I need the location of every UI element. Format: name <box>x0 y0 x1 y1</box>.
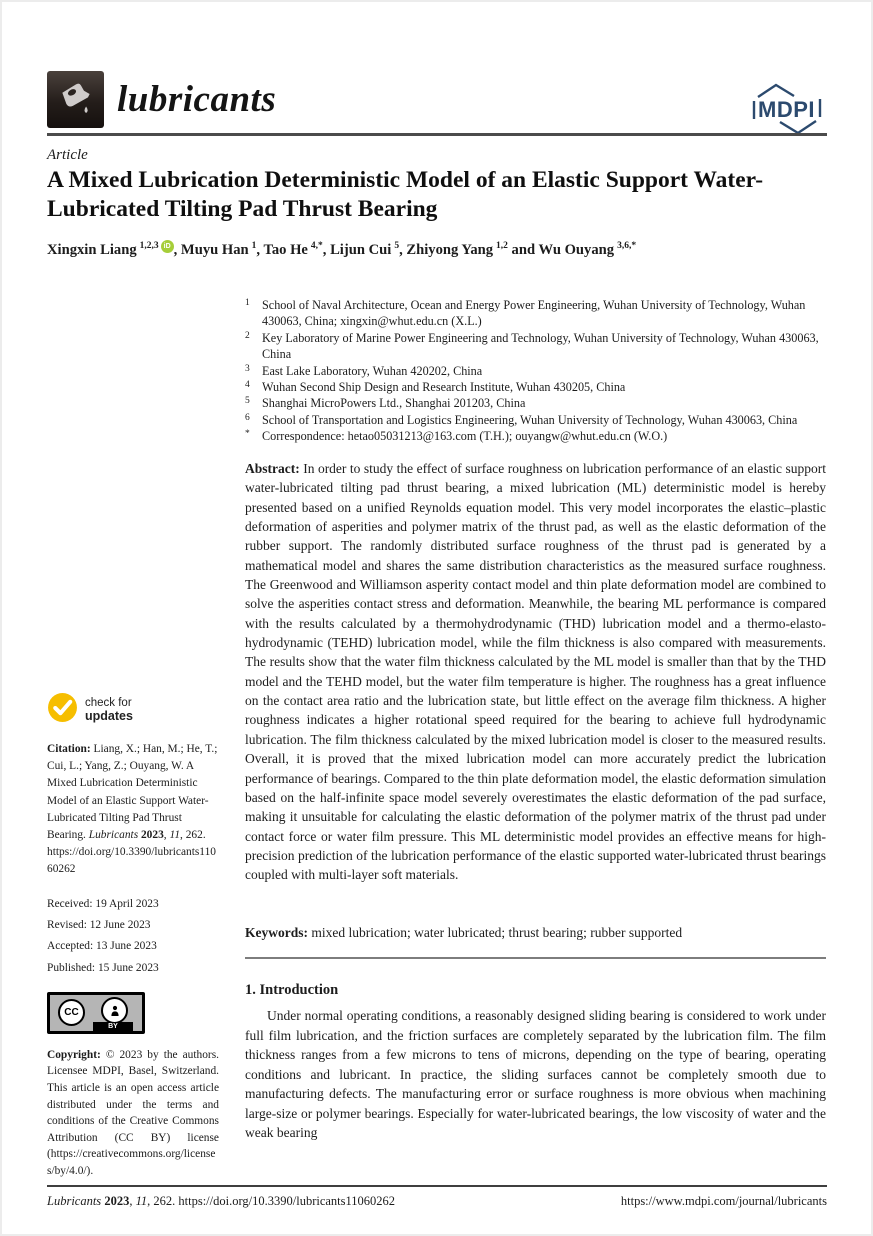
check-circle-icon <box>47 692 78 728</box>
revised-date: Revised: 12 June 2023 <box>47 918 151 931</box>
affiliation-row: 1 School of Naval Architecture, Ocean and Energy Power Engineering, Wuhan University of Technology, Wuhan 430063, China; xingxin@whut.edu.cn (X.L.) <box>245 298 806 329</box>
abstract-label: Abstract: <box>245 461 300 476</box>
person-icon <box>101 997 128 1024</box>
orcid-icon[interactable]: iD <box>161 240 174 253</box>
received-date: Received: 19 April 2023 <box>47 897 159 910</box>
author: Muyu Han $^1$, <box>180 241 264 258</box>
article-type-label: Article <box>47 147 88 163</box>
accepted-date: Accepted: 13 June 2023 <box>47 940 157 953</box>
citation-year: 2023 <box>138 829 164 842</box>
citation-volume: 11 <box>169 829 181 842</box>
citation-journal: Lubricants <box>88 829 139 842</box>
check-for-updates-label: check for updates <box>85 696 133 723</box>
footer-journal-url-link[interactable]: https://www.mdpi.com/journal/lubricants <box>620 1194 827 1208</box>
affiliations-block <box>245 297 826 445</box>
cc-icon: CC <box>58 999 85 1026</box>
citation-doi-link[interactable]: https://doi.org/10.3390/lubricants11060262 <box>47 846 216 876</box>
affiliation-row: 2 Key Laboratory of Marine Power Engineering and Technology, Wuhan University of Technology, Wuhan 430063, China <box>245 330 819 362</box>
section-heading-introduction: 1. Introduction <box>245 982 339 998</box>
by-label: BY <box>93 1022 133 1031</box>
introduction-paragraph: Under normal operating conditions, a reasonably designed sliding bearing is considered to work under full film lubrication, and the friction surfaces are completely separated by the lubrication film. The film thickness ranges from a few microns to tens of microns, depending on the type of bearing, operating conditions and lubricant. In practice, the sliding surfaces cannot be completely smooth due to manufacturing defects. The manufacturing error or surface roughness is more obvious when machining large-size or polymer bearings. Especially for water-lubricated bearings, the low viscosity of water and the weak bearing <box>245 1008 826 1140</box>
history-dates <box>47 894 219 979</box>
footer-doi-link[interactable]: https://doi.org/10.3390/lubricants11060262 <box>178 1194 396 1208</box>
keywords-divider <box>245 957 826 959</box>
page-footer <box>47 1194 827 1209</box>
citation-block: Citation: Liang, X.; Han, M.; He, T.; Cui, L.; Yang, Z.; Ouyang, W. A Mixed Lubrication Deterministic Model of an Elastic Support Water-Lubricated Tilting Pad Thrust Bearing. Lubricants 2023, 11, 262. https://doi.org/10.3390/lubricants11060262 <box>47 743 218 876</box>
journal-name: lubricants <box>117 79 277 120</box>
copyright-block: Copyright: © 2023 by the authors. Licensee MDPI, Basel, Switzerland. This article is an open access article distributed under the terms and conditions of the Creative Commons Attribution (CC BY) license (https://creativecommons.org/licenses/by/4.0/). <box>47 1048 219 1177</box>
affiliation-row: 6 School of Transportation and Logistics Engineering, Wuhan University of Technology, Wuhan 430063, China <box>245 412 798 427</box>
footer-citation: Lubricants 2023, 11, 262. https://doi.org/10.3390/lubricants11060262 <box>47 1194 396 1208</box>
author: Wu Ouyang $^{3,6,*}$ <box>538 241 637 258</box>
footer-rule <box>47 1185 827 1187</box>
oil-can-icon <box>55 76 97 123</box>
keywords-text: mixed lubrication; water lubricated; thrust bearing; rubber supported <box>308 925 683 940</box>
left-sidebar <box>47 692 219 1180</box>
author: Tao He $^{4,*}$, <box>263 241 331 258</box>
page-header <box>47 71 827 142</box>
citation-label: Citation: <box>47 743 94 755</box>
lubricants-logo <box>47 71 104 128</box>
journal-brand <box>47 71 276 128</box>
correspondence-row: * Correspondence: hetao05031213@163.com (T.H.); ouyangw@whut.edu.cn (W.O.) <box>245 429 668 444</box>
author: Xingxin Liang $^{1,2,3}$ iD , <box>47 241 181 258</box>
author: Lijun Cui $^5$, <box>330 241 407 258</box>
published-date: Published: 15 June 2023 <box>47 961 159 974</box>
author-line <box>47 240 829 259</box>
affiliation-row: 3 East Lake Laboratory, Wuhan 420202, China <box>245 363 483 378</box>
keywords-label: Keywords: <box>245 925 308 940</box>
abstract <box>245 459 826 885</box>
affiliation-row: 4 Wuhan Second Ship Design and Research Institute, Wuhan 430205, China <box>245 380 626 395</box>
mdpi-logo-text: MDPI <box>758 97 815 122</box>
check-for-updates-badge[interactable] <box>47 692 219 728</box>
header-rule <box>47 133 827 136</box>
affiliation-row: 5 Shanghai MicroPowers Ltd., Shanghai 201203, China <box>245 396 526 411</box>
author: Zhiyong Yang $^{1,2}$ and <box>406 241 539 258</box>
copyright-label: Copyright: <box>47 1048 106 1061</box>
cc-by-license-badge[interactable] <box>47 992 145 1034</box>
abstract-text: In order to study the effect of surface roughness on lubrication performance of an elastic support water-lubricated tilting pad thrust bearing, a mixed lubrication (ML) deterministic model is hereby presented based on a unified Reynolds equation model. This very model incorporates the elastic–plastic deformation of asperities and polymer matrix of the thrust pad, as well as the elastic deformation of the rubber support. The randomly distributed surface roughness of the thrust pad is generated by a mathematical model and shares the same distribution characteristics as the measured surface roughness. The Greenwood and Williamson asperity contact model and thin plate deformation model are combined to solve the asperities contact stress and deformation. Meanwhile, the bearing ML performance is compared with the results calculated by a thermohydrodynamic (THD) lubrication model and a thermo-elasto-hydrodynamic (TEHD) lubrication model, while the film thickness is also compared with measurements. The results show that the water film thickness calculated by the ML model is smaller than that by the THD model and the TEHD model, but the water film temperature is higher. The roughness has a great influence on the contact area ratio and the lubrication state, but little effect on the average film thickness. A higher roughness indicates a higher rotational speed required for the bearing to achieve full hydrodynamic lubrication. The film thickness calculated by the mixed lubrication model is closer to the measured results. Overall, it is proved that the mixed lubrication model can more accurately predict the lubrication performance of bearings. Compared to the thin plate deformation model, the elastic deformation simulation based on the half-infinite space model severely overestimates the elastic deformation of the pad surface, making it unsuitable for calculating the elastic deformation of the polymer matrix of the thrust pad under contact force or water film pressure. This ML deterministic model provides an effective means for high-precision prediction of the lubrication performance of the elastic supported water-lubricated thrust bearings coupled with multi-layer soft materials. <box>245 461 826 883</box>
article-title: A Mixed Lubrication Deterministic Model of an Elastic Support Water-Lubricated Tilting Pad Thrust Bearing <box>47 167 764 222</box>
keywords <box>245 923 826 942</box>
